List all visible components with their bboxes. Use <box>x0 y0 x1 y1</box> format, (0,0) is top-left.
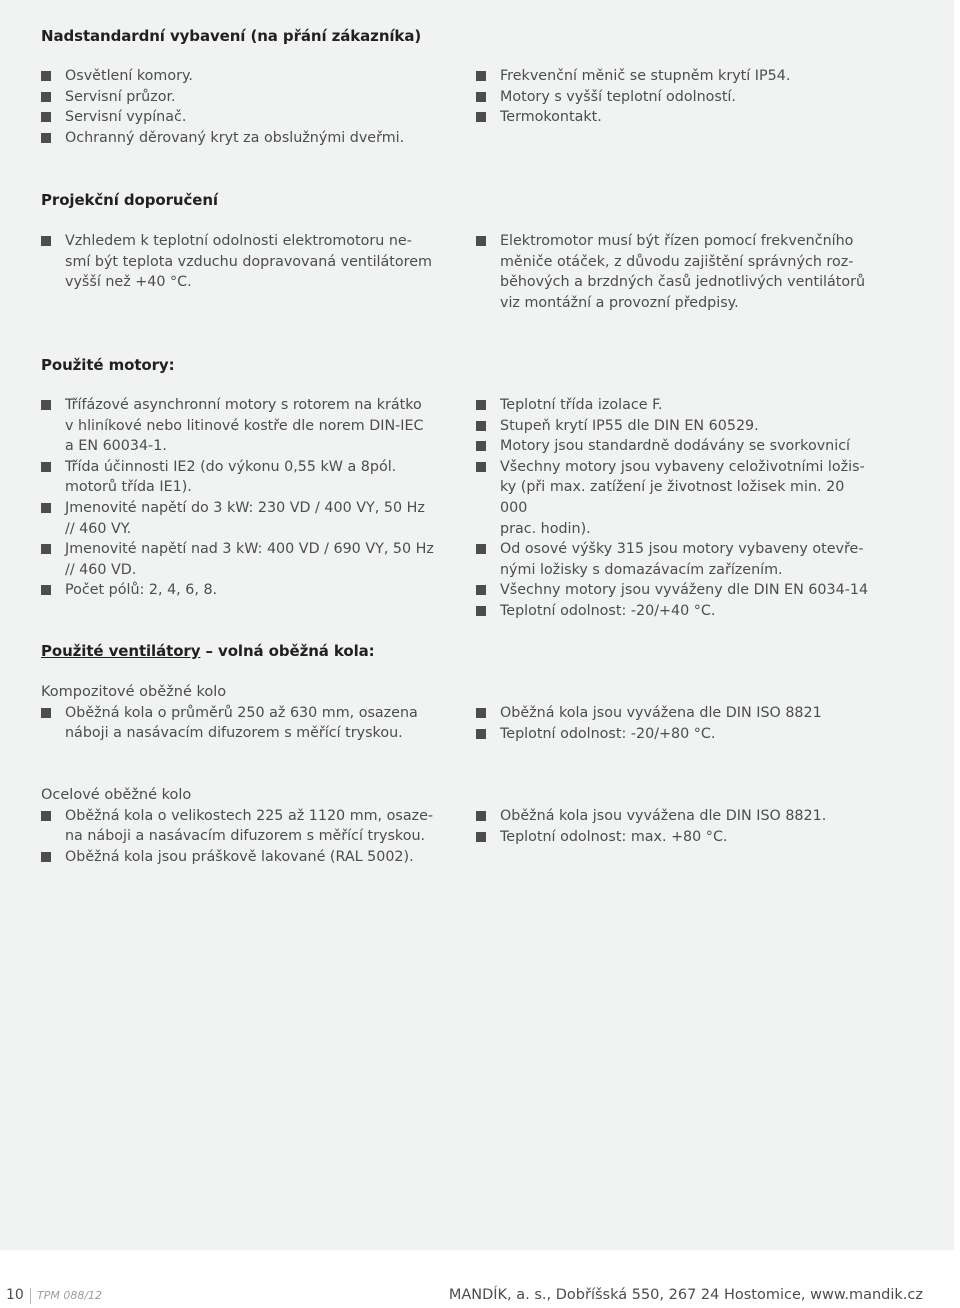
page-number: 10 <box>6 1287 24 1303</box>
list-item-text: Teplotní odolnost: -20/+40 °C. <box>500 602 716 619</box>
square-bullet-icon <box>476 544 486 554</box>
square-bullet-icon <box>476 441 486 451</box>
square-bullet-icon <box>41 400 51 410</box>
composite-impeller-left <box>41 682 441 744</box>
steel-impeller-subtitle: Ocelové oběžné kolo <box>41 787 192 803</box>
list-item <box>41 66 441 87</box>
optional-equipment-right <box>476 66 876 128</box>
square-bullet-icon <box>41 236 51 246</box>
list-item <box>476 457 876 539</box>
list-item <box>41 498 441 539</box>
list-item <box>476 827 876 848</box>
square-bullet-icon <box>41 585 51 595</box>
square-bullet-icon <box>41 133 51 143</box>
square-bullet-icon <box>476 71 486 81</box>
list-item <box>41 107 441 128</box>
bullet-list <box>41 395 441 601</box>
list-item-text: Od osové výšky 315 jsou motory vybaveny otevře- nými ložisky s domazávacím zařízením. <box>500 541 864 578</box>
square-bullet-icon <box>476 811 486 821</box>
list-item <box>41 128 441 149</box>
list-item-text: Třífázové asynchronní motory s rotorem na krátko v hliníkové nebo litinové kostře dle norem DIN-IEC a EN 60034-1. <box>65 397 424 455</box>
square-bullet-icon <box>41 112 51 122</box>
list-item-text: Teplotní třída izolace F. <box>500 397 663 413</box>
square-bullet-icon <box>476 236 486 246</box>
heading-fans-rest: – volná oběžná kola: <box>200 642 375 660</box>
list-item-text: Vzhledem k teplotní odolnosti elektromotoru ne- smí být teplota vzduchu dopravovaná ventilátorem vyšší než +40 °C. <box>65 233 432 291</box>
bullet-list <box>41 231 441 293</box>
list-item <box>476 436 876 457</box>
bullet-list <box>41 66 441 148</box>
list-item-text: Teplotní odolnost: -20/+80 °C. <box>500 725 716 742</box>
square-bullet-icon <box>476 462 486 472</box>
list-item <box>476 601 876 622</box>
square-bullet-icon <box>476 708 486 718</box>
bullet-list <box>476 66 876 128</box>
square-bullet-icon <box>476 421 486 431</box>
list-item <box>476 806 876 827</box>
list-item <box>41 580 441 601</box>
square-bullet-icon <box>476 832 486 842</box>
list-item <box>476 66 876 87</box>
list-item <box>476 87 876 108</box>
list-item <box>41 703 441 744</box>
composite-impeller-subtitle: Kompozitové oběžné kolo <box>41 684 227 700</box>
list-item-text: Servisní vypínač. <box>65 109 187 126</box>
list-item <box>476 539 876 580</box>
square-bullet-icon <box>41 92 51 102</box>
square-bullet-icon <box>41 852 51 862</box>
heading-design-recommendation: Projekční doporučení <box>41 191 218 209</box>
heading-optional-equipment: Nadstandardní vybavení (na přání zákazníka) <box>41 27 422 45</box>
list-item-text: Jmenovité napětí do 3 kW: 230 VD / 400 VY, 50 Hz // 460 VY. <box>65 499 425 537</box>
list-item <box>41 457 441 498</box>
list-item-text: Třída účinnosti IE2 (do výkonu 0,55 kW a 8pól. motorů třída IE1). <box>65 458 397 496</box>
list-item <box>476 231 876 313</box>
list-item-text: Všechny motory jsou vyváženy dle DIN EN 6034-14 <box>500 582 869 599</box>
square-bullet-icon <box>41 544 51 554</box>
heading-fans-underlined: Použité ventilátory <box>41 642 201 660</box>
list-item-text: Stupeň krytí IP55 dle DIN EN 60529. <box>500 417 759 434</box>
square-bullet-icon <box>476 112 486 122</box>
optional-equipment-left <box>41 66 441 148</box>
list-item <box>41 539 441 580</box>
page-footer <box>0 1282 960 1308</box>
square-bullet-icon <box>41 708 51 718</box>
list-item-text: Oběžná kola o velikostech 225 až 1120 mm, osaze- na náboji a nasávacím difuzorem s měřící tryskou. <box>65 807 434 845</box>
motors-right <box>476 395 876 622</box>
list-item-text: Teplotní odolnost: max. +80 °C. <box>500 828 728 845</box>
list-item-text: Servisní průzor. <box>65 88 176 105</box>
list-item-text: Počet pólů: 2, 4, 6, 8. <box>65 582 218 599</box>
list-item-text: Všechny motory jsou vybaveny celoživotními ložis- ky (při max. zatížení je životnost ložisek min. 20 000 prac. hodin). <box>500 458 865 537</box>
list-item-text: Oběžná kola o průměrů 250 až 630 mm, osazena náboji a nasávacím difuzorem s měřící tryskou. <box>65 704 418 742</box>
footer-divider <box>30 1288 31 1304</box>
company-address: MANDÍK, a. s., Dobříšská 550, 267 24 Hostomice, www.mandik.cz <box>448 1287 923 1303</box>
square-bullet-icon <box>476 400 486 410</box>
square-bullet-icon <box>476 585 486 595</box>
list-item-text: Motory s vyšší teplotní odolností. <box>500 88 736 105</box>
motors-left <box>41 395 441 601</box>
list-item-text: Elektromotor musí být řízen pomocí frekvenčního měniče otáček, z důvodu zajištění správných roz- běhových a brzdných časů jednotlivých ventilátorů viz montážní a provozní předpisy. <box>500 233 866 311</box>
composite-impeller-right <box>476 703 876 744</box>
bullet-list <box>41 806 441 868</box>
list-item-text: Oběžná kola jsou vyvážena dle DIN ISO 8821 <box>500 705 822 721</box>
square-bullet-icon <box>476 729 486 739</box>
design-recommendation-left <box>41 231 441 293</box>
bullet-list <box>41 703 441 744</box>
design-recommendation-right <box>476 231 876 313</box>
list-item <box>476 107 876 128</box>
square-bullet-icon <box>41 71 51 81</box>
list-item <box>476 724 876 745</box>
list-item <box>41 395 441 457</box>
square-bullet-icon <box>41 503 51 513</box>
list-item <box>41 847 441 868</box>
bullet-list <box>476 395 876 622</box>
list-item <box>41 806 441 847</box>
square-bullet-icon <box>41 811 51 821</box>
list-item <box>476 416 876 437</box>
list-item <box>476 395 876 416</box>
list-item <box>476 580 876 601</box>
steel-impeller-left <box>41 785 441 867</box>
square-bullet-icon <box>476 606 486 616</box>
list-item-text: Termokontakt. <box>500 109 602 126</box>
bullet-list <box>476 703 876 744</box>
heading-fans <box>41 642 375 660</box>
steel-impeller-right <box>476 806 876 847</box>
list-item-text: Motory jsou standardně dodávány se svorkovnicí <box>500 438 851 455</box>
list-item <box>41 87 441 108</box>
list-item-text: Osvětlení komory. <box>65 68 193 84</box>
list-item-text: Jmenovité napětí nad 3 kW: 400 VD / 690 VY, 50 Hz // 460 VD. <box>65 541 434 578</box>
document-code: TPM 088/12 <box>37 1289 103 1302</box>
list-item <box>476 703 876 724</box>
square-bullet-icon <box>476 92 486 102</box>
heading-motors: Použité motory: <box>41 356 175 374</box>
bullet-list <box>476 231 876 313</box>
list-item-text: Oběžná kola jsou práškově lakované (RAL 5002). <box>65 848 414 865</box>
list-item-text: Oběžná kola jsou vyvážena dle DIN ISO 8821. <box>500 808 827 824</box>
square-bullet-icon <box>41 462 51 472</box>
list-item <box>41 231 441 293</box>
list-item-text: Ochranný děrovaný kryt za obslužnými dveřmi. <box>65 129 405 146</box>
list-item-text: Frekvenční měnič se stupněm krytí IP54. <box>500 68 791 84</box>
bullet-list <box>476 806 876 847</box>
